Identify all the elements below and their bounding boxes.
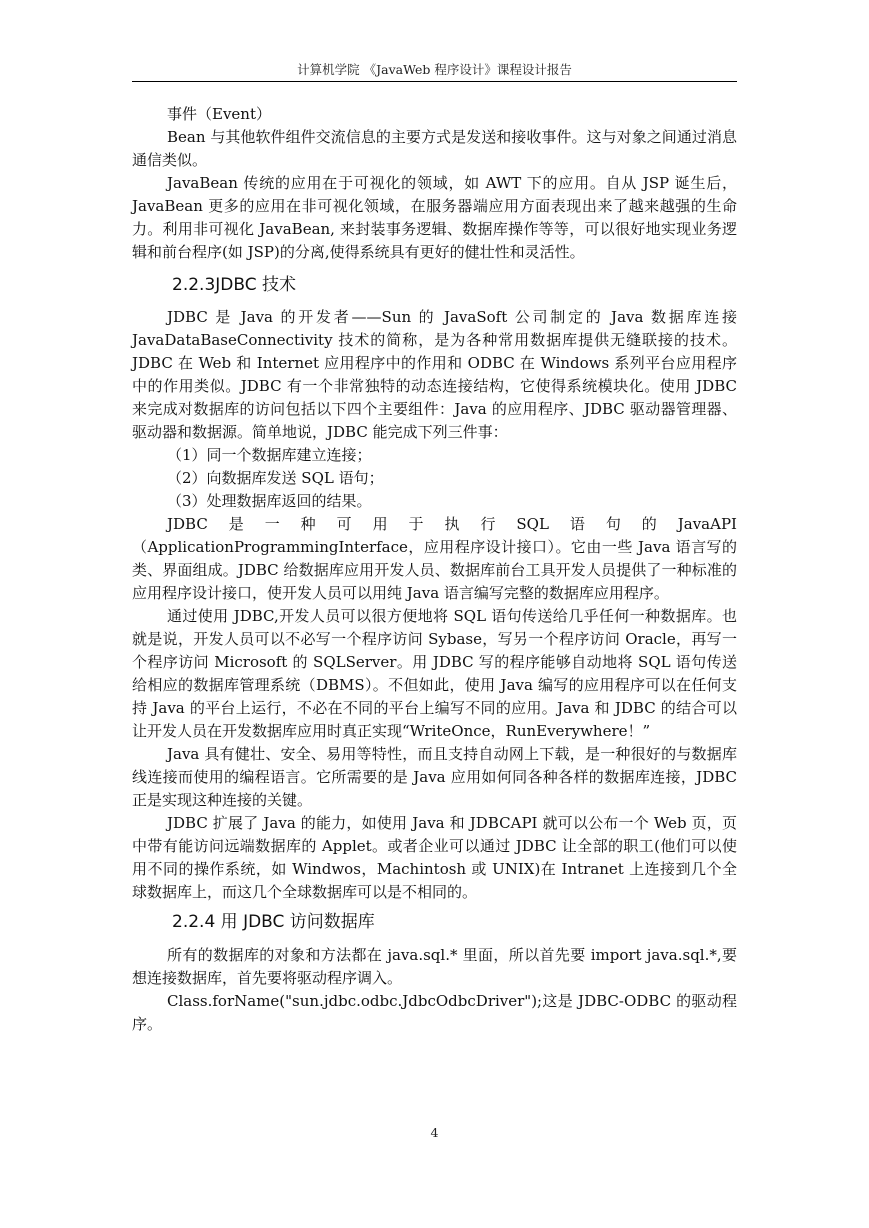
section-heading-jdbc: 2.2.3JDBC 技术 (172, 275, 296, 295)
paragraph-event-heading: 事件（Event） (167, 105, 271, 123)
paragraph-javabean-usage: JavaBean 传统的应用在于可视化的领域，如 AWT 下的应用。自从 JSP 诞生后，JavaBean 更多的应用在非可视化领域，在服务器端应用方面表现出来了越来越强的生命力。利用非可视化 JavaBean, 来封装事务逻辑、数据库操作等等，可以很好地实现业务逻辑和前台程序(如 JSP)的分离,使得系统具有更好的健壮性和灵活性。 (132, 174, 737, 261)
paragraph-bean-events: Bean 与其他软件组件交流信息的主要方式是发送和接收事件。这与对象之间通过消息通信类似。 (132, 128, 737, 169)
paragraph-class-forname: Class.forName("sun.jdbc.odbc.JdbcOdbcDriver");这是 JDBC-ODBC 的驱动程序。 (132, 992, 737, 1033)
word: 是 (228, 515, 244, 533)
word: 种 (300, 515, 316, 533)
header-rule (132, 81, 737, 82)
word: 于 (408, 515, 424, 533)
list-item: （2）向数据库发送 SQL 语句； (167, 469, 384, 487)
page-number: 4 (430, 1125, 439, 1140)
word: SQL (516, 515, 549, 533)
list-item: （1）同一个数据库建立连接； (167, 446, 372, 464)
paragraph-java-sql: 所有的数据库的对象和方法都在 java.sql.* 里面，所以首先要 import java.sql.*,要想连接数据库，首先要将驱动程序调入。 (132, 946, 737, 987)
word: JDBC (167, 515, 208, 533)
paragraph-jdbc-extends: JDBC 扩展了 Java 的能力，如使用 Java 和 JDBCAPI 就可以公布一个 Web 页，页中带有能访问远端数据库的 Applet。或者企业可以通过 JDBC 让全部的职工(他们可以使用不同的操作系统，如 Windwos，Machintosh 或 UNIX)在 Intranet 上连接到几个全球数据库上，而这几个全球数据库可以是不相同的。 (132, 814, 737, 901)
word: 行 (480, 515, 496, 533)
word: 可 (336, 515, 352, 533)
paragraph-jdbc-usage: 通过使用 JDBC,开发人员可以很方便地将 SQL 语句传送给几乎任何一种数据库。也就是说，开发人员可以不必写一个程序访问 Sybase，写另一个程序访问 Oracle，再写一个程序访问 Microsoft 的 SQLServer。用 JDBC 写的程序能够自动地将 SQL 语句传送给相应的数据库管理系统（DBMS）。不但如此，使用 Java 编写的应用程序可以在任何支持 Java 的平台上运行，不必在不同的平台上编写不同的应用。Java 和 JDBC 的结合可以让开发人员在开发数据库应用时真正实现“WriteOnce，RunEverywhere！” (132, 607, 737, 740)
word: 一 (264, 515, 280, 533)
paragraph-java-features: Java 具有健壮、安全、易用等特性，而且支持自动网上下载，是一种很好的与数据库线连接而使用的编程语言。它所需要的是 Java 应用如何同各种各样的数据库连接，JDBC 正是实现这种连接的关键。 (132, 745, 737, 809)
page-body (132, 103, 737, 1036)
running-header: 计算机学院 《JavaWeb 程序设计》课程设计报告 (297, 62, 572, 77)
word: 句 (605, 515, 621, 533)
word: 用 (372, 515, 388, 533)
word: 执 (444, 515, 460, 533)
word: 的 (641, 515, 657, 533)
list-item: （3）处理数据库返回的结果。 (167, 492, 372, 510)
paragraph-jdbc-intro: JDBC 是 Java 的开发者——Sun 的 JavaSoft 公司制定的 Java 数据库连接 JavaDataBaseConnectivity 技术的简称，是为各种常用数据库提供无缝联接的技术。JDBC 在 Web 和 Internet 应用程序中的作用和 ODBC 在 Windows 系列平台应用程序中的作用类似。JDBC 有一个非常独特的动态连接结构，它使得系统模块化。使用 JDBC 来完成对数据库的访问包括以下四个主要组件：Java 的应用程序、JDBC 驱动器管理器、驱动器和数据源。简单地说，JDBC 能完成下列三件事： (132, 308, 737, 441)
paragraph-jdbc-api-first-line (132, 513, 737, 536)
word: JavaAPI (677, 515, 737, 533)
word: 语 (569, 515, 585, 533)
section-heading-jdbc-access: 2.2.4 用 JDBC 访问数据库 (172, 912, 375, 932)
paragraph-jdbc-api-rest: （ApplicationProgrammingInterface，应用程序设计接口）。它由一些 Java 语言写的类、界面组成。JDBC 给数据库应用开发人员、数据库前台工具开发人员提供了一种标准的应用程序设计接口，使开发人员可以用纯 Java 语言编写完整的数据库应用程序。 (132, 538, 737, 602)
